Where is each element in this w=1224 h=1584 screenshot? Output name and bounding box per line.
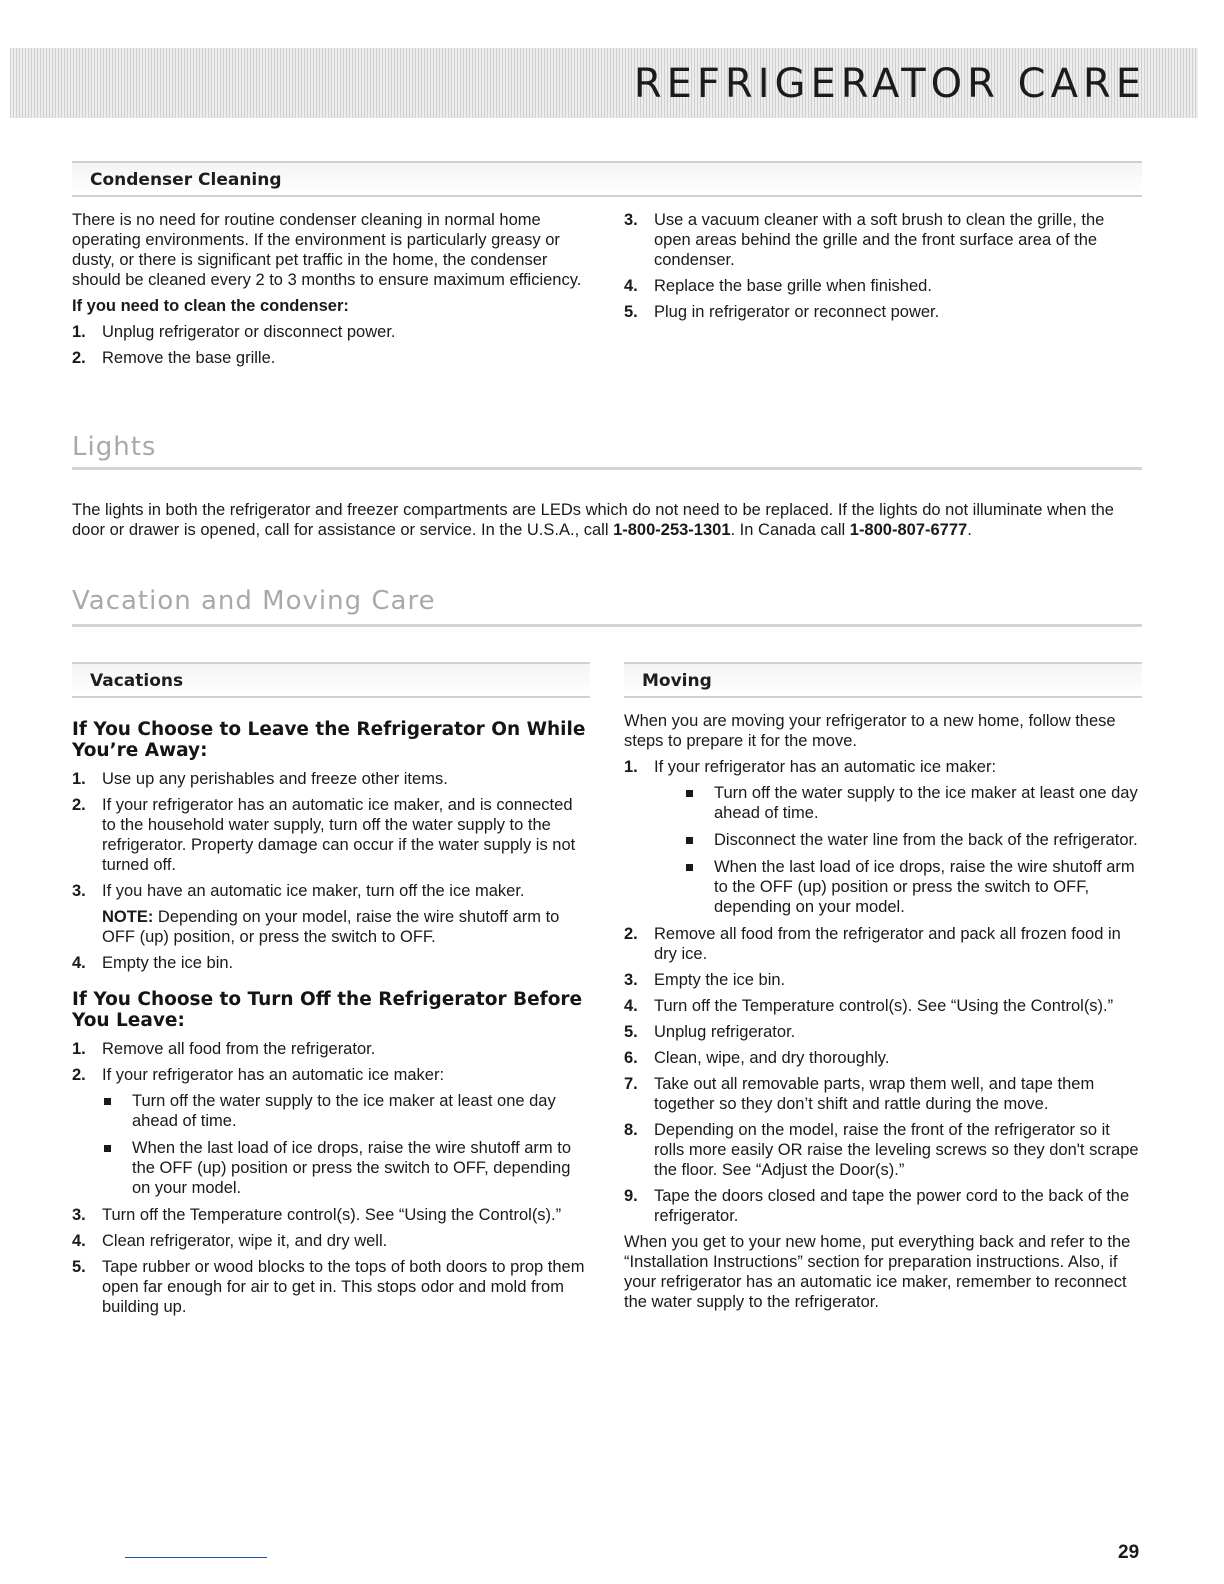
step-number: 4. <box>624 997 638 1015</box>
phone-canada: 1-800-807-6777 <box>849 521 968 539</box>
list-item <box>72 348 592 368</box>
bullet-text: Turn off the water supply to the ice maker at least one day ahead of time. <box>132 1092 556 1130</box>
step-number: 3. <box>72 882 86 900</box>
bullet-list <box>102 1091 590 1198</box>
condenser-intro: There is no need for routine condenser cleaning in normal home operating environments. If the environment is particularly greasy or dusty, or there is significant pet traffic in the home, the condenser should be cleaned every 2 to 3 months to ensure maximum efficiency. <box>72 211 582 289</box>
list-item <box>624 1186 1142 1226</box>
turn-off-steps <box>72 1039 590 1317</box>
bullet-text: Disconnect the water line from the back of the refrigerator. <box>714 831 1138 849</box>
list-item <box>72 1257 590 1317</box>
note-text: Depending on your model, raise the wire shutoff arm to OFF (up) position, or press the switch to OFF. <box>102 908 560 946</box>
step-text: Tape rubber or wood blocks to the tops of both doors to prop them open far enough for air to get in. This stops odor and mold from building up. <box>102 1258 585 1316</box>
step-text: Clean, wipe, and dry thoroughly. <box>654 1049 890 1067</box>
step-number: 3. <box>72 1206 86 1224</box>
step-text: Empty the ice bin. <box>102 954 234 972</box>
list-item <box>624 302 1142 322</box>
list-item <box>624 210 1142 270</box>
square-bullet-icon <box>686 837 693 844</box>
list-item <box>72 769 590 789</box>
list-item <box>72 1205 590 1225</box>
step-text: If your refrigerator has an automatic ice maker: <box>654 758 997 776</box>
square-bullet-icon <box>104 1145 111 1152</box>
leave-on-steps <box>72 769 590 973</box>
step-number: 1. <box>72 323 86 341</box>
condenser-left-column <box>72 210 592 374</box>
lights-text <box>72 500 1147 540</box>
step-number: 2. <box>624 925 638 943</box>
step-text: If your refrigerator has an automatic ice maker, and is connected to the household water supply, turn off the water supply to the refrigerator. Property damage can occur if the water supply is not turned off. <box>102 796 576 874</box>
vacation-rule <box>72 624 1142 627</box>
square-bullet-icon <box>686 790 693 797</box>
bullet-text: When the last load of ice drops, raise the wire shutoff arm to the OFF (up) position or press the switch to OFF, depending on your model. <box>714 858 1135 916</box>
list-item <box>72 795 590 875</box>
page-banner <box>10 48 1198 118</box>
step-number: 2. <box>72 796 86 814</box>
step-text: Tape the doors closed and tape the power cord to the back of the refrigerator. <box>654 1187 1130 1225</box>
list-item <box>624 1120 1142 1180</box>
condenser-lead: If you need to clean the condenser: <box>72 297 349 315</box>
condenser-steps-left <box>72 322 592 368</box>
square-bullet-icon <box>686 864 693 871</box>
step-text: Unplug refrigerator. <box>654 1023 796 1041</box>
step-number: 3. <box>624 971 638 989</box>
turn-off-heading: If You Choose to Turn Off the Refrigerator Before You Leave: <box>72 989 583 1031</box>
step-text: Remove the base grille. <box>102 349 276 367</box>
step-text: Turn off the Temperature control(s). See “Using the Control(s).” <box>654 997 1114 1015</box>
list-item <box>72 1231 590 1251</box>
step-text: Replace the base grille when finished. <box>654 277 932 295</box>
condenser-heading: Condenser Cleaning <box>90 170 282 190</box>
step-number: 1. <box>624 758 638 776</box>
step-text: Clean refrigerator, wipe it, and dry well. <box>102 1232 388 1250</box>
step-number: 5. <box>72 1258 86 1276</box>
list-item <box>624 1048 1142 1068</box>
lights-rule <box>72 467 1142 470</box>
note <box>102 907 590 947</box>
list-item <box>624 1074 1142 1114</box>
step-text: Remove all food from the refrigerator and pack all frozen food in dry ice. <box>654 925 1121 963</box>
step-text: Plug in refrigerator or reconnect power. <box>654 303 940 321</box>
vacations-heading: Vacations <box>90 671 184 691</box>
bullet-item <box>684 783 1142 823</box>
list-item <box>624 996 1142 1016</box>
step-number: 7. <box>624 1075 638 1093</box>
lights-title: Lights <box>72 432 157 462</box>
list-item <box>624 924 1142 964</box>
step-text: Empty the ice bin. <box>654 971 786 989</box>
condenser-steps-right <box>624 210 1142 322</box>
vacation-title: Vacation and Moving Care <box>72 586 436 616</box>
bullet-text: Turn off the water supply to the ice maker at least one day ahead of time. <box>714 784 1138 822</box>
lights-text-a: The lights in both the refrigerator and freezer compartments are LEDs which do not need to be replaced. If the lights do not illuminate when the door or drawer is opened, call for assistance or service. In the U.S.A., call <box>72 501 1114 539</box>
step-number: 3. <box>624 211 638 229</box>
vacations-subhead <box>72 662 590 698</box>
step-text: Use a vacuum cleaner with a soft brush to clean the grille, the open areas behind the grille and the front surface area of the condenser. <box>654 211 1105 269</box>
footer-line <box>125 1557 267 1558</box>
step-number: 1. <box>72 1040 86 1058</box>
list-item <box>72 881 590 947</box>
bullet-item <box>684 830 1142 850</box>
step-text: Unplug refrigerator or disconnect power. <box>102 323 396 341</box>
step-number: 5. <box>624 1023 638 1041</box>
moving-steps <box>624 757 1142 1226</box>
step-number: 2. <box>72 1066 86 1084</box>
step-text: Remove all food from the refrigerator. <box>102 1040 376 1058</box>
condenser-subhead <box>72 161 1142 197</box>
moving-outro: When you get to your new home, put everything back and refer to the “Installation Instructions” section for preparation instructions. Also, if your refrigerator has an automatic ice maker, remember to reconnect the water supply to the refrigerator. <box>624 1233 1131 1311</box>
list-item <box>72 1065 590 1198</box>
list-item <box>72 322 592 342</box>
moving-column <box>624 711 1142 1318</box>
step-number: 2. <box>72 349 86 367</box>
list-item <box>72 953 590 973</box>
list-item <box>624 1022 1142 1042</box>
banner-title: REFRIGERATOR CARE <box>633 61 1146 107</box>
list-item <box>72 1039 590 1059</box>
step-text: Use up any perishables and freeze other items. <box>102 770 448 788</box>
leave-on-heading: If You Choose to Leave the Refrigerator On While You’re Away: <box>72 719 586 761</box>
bullet-text: When the last load of ice drops, raise the wire shutoff arm to the OFF (up) position or press the switch to OFF, depending on your model. <box>132 1139 571 1197</box>
moving-subhead <box>624 662 1142 698</box>
lights-text-c: . <box>967 521 972 539</box>
list-item <box>624 276 1142 296</box>
moving-heading: Moving <box>642 671 712 691</box>
bullet-item <box>684 857 1142 917</box>
list-item <box>624 970 1142 990</box>
lights-text-b: . In Canada call <box>730 521 850 539</box>
vacations-column <box>72 719 590 1323</box>
page-number: 29 <box>1118 1542 1140 1563</box>
list-item <box>624 757 1142 917</box>
step-number: 6. <box>624 1049 638 1067</box>
square-bullet-icon <box>104 1098 111 1105</box>
bullet-item <box>102 1091 590 1131</box>
moving-intro: When you are moving your refrigerator to a new home, follow these steps to prepare it for the move. <box>624 712 1116 750</box>
condenser-right-column <box>624 210 1142 328</box>
bullet-list <box>684 783 1142 917</box>
step-text: If your refrigerator has an automatic ice maker: <box>102 1066 445 1084</box>
step-text: If you have an automatic ice maker, turn off the ice maker. <box>102 882 525 900</box>
note-label: NOTE: <box>102 908 154 926</box>
step-text: Depending on the model, raise the front of the refrigerator so it rolls more easily OR raise the leveling screws so they don't scrape the floor. See “Adjust the Door(s).” <box>654 1121 1139 1179</box>
step-number: 8. <box>624 1121 638 1139</box>
step-number: 4. <box>72 954 86 972</box>
step-number: 5. <box>624 303 638 321</box>
step-number: 4. <box>72 1232 86 1250</box>
step-text: Turn off the Temperature control(s). See “Using the Control(s).” <box>102 1206 562 1224</box>
step-text: Take out all removable parts, wrap them well, and tape them together so they don’t shift and rattle during the move. <box>654 1075 1095 1113</box>
step-number: 9. <box>624 1187 638 1205</box>
bullet-item <box>102 1138 590 1198</box>
phone-us: 1-800-253-1301 <box>613 521 731 539</box>
step-number: 4. <box>624 277 638 295</box>
step-number: 1. <box>72 770 86 788</box>
